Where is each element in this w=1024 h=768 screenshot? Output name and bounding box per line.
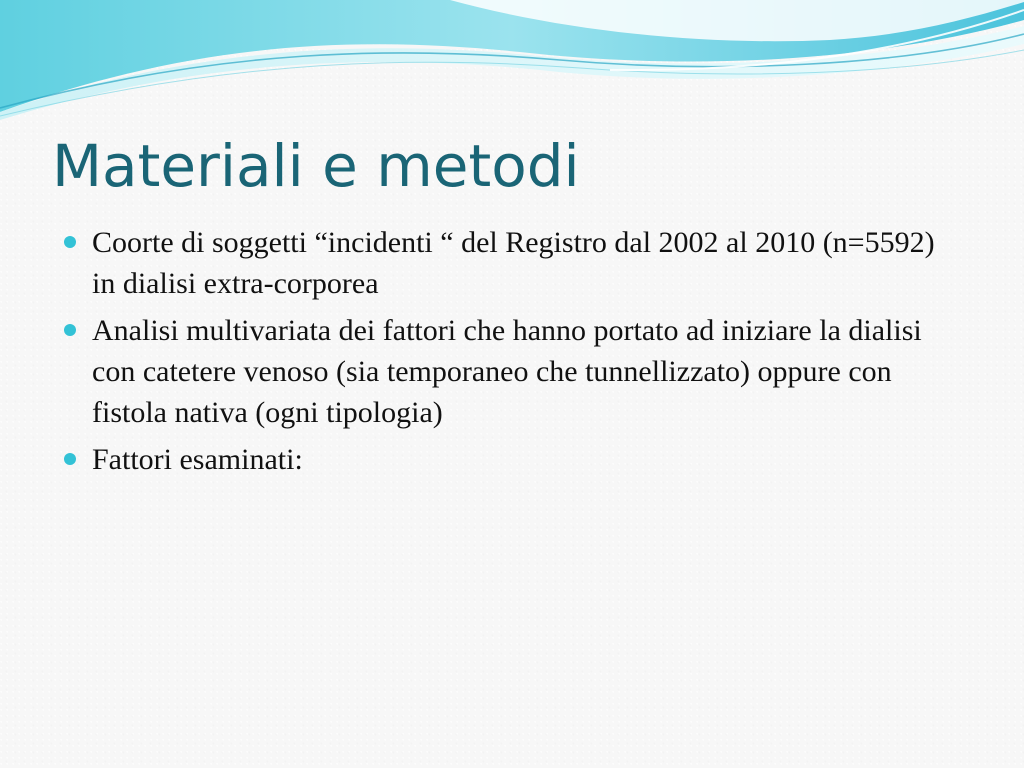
bullet-item [60,222,960,304]
bullet-dot-icon [64,453,76,465]
bullet-text: Analisi multivariata dei fattori che hanno portato ad iniziare la dialisi con catetere venoso (sia temporaneo che tunnellizzato) oppure con fistola nativa (ogni tipologia) [92,314,922,429]
bullet-text: Fattori esaminati: [92,443,303,476]
bullet-dot-icon [64,236,76,248]
bullet-list [60,222,960,486]
slide-title: Materiali e metodi [52,132,580,200]
bullet-item [60,439,960,480]
bullet-text: Coorte di soggetti “incidenti “ del Registro dal 2002 al 2010 (n=5592) in dialisi extra-corporea [92,226,935,300]
bullet-item [60,310,960,433]
header-wave-decoration [0,0,1024,120]
bullet-dot-icon [64,324,76,336]
